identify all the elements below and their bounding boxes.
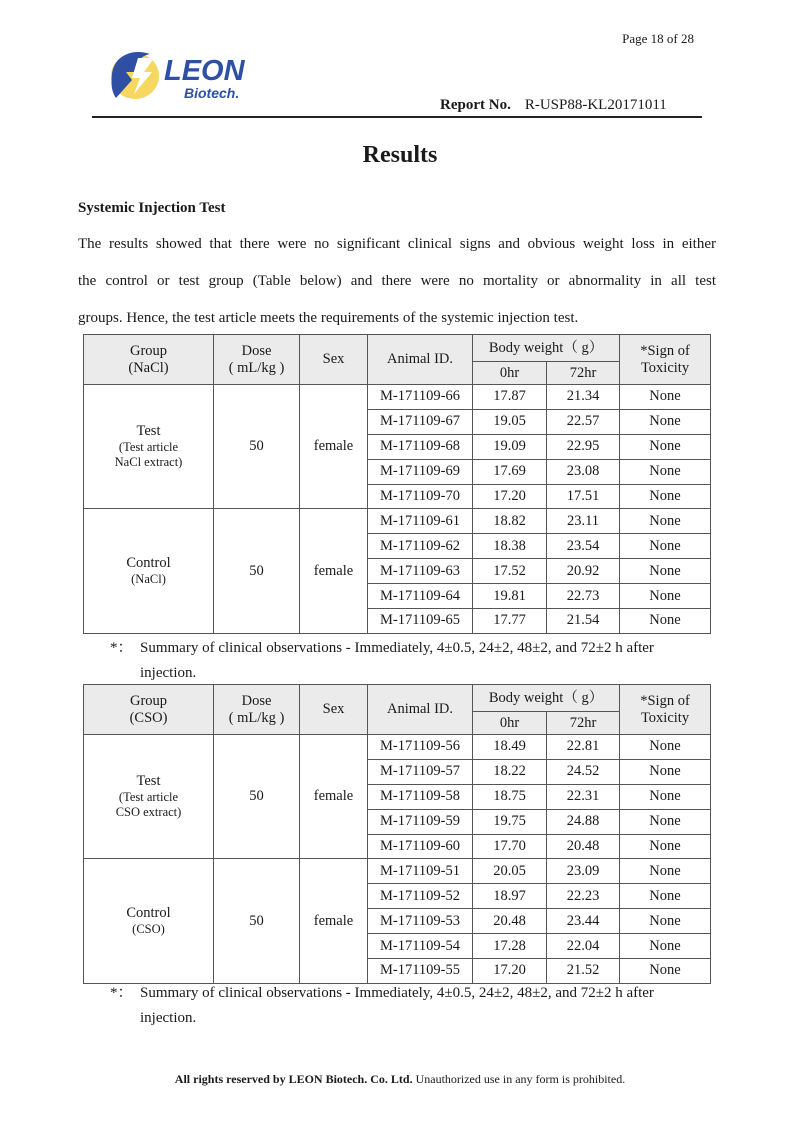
weight-0hr-cell: 17.77: [473, 609, 547, 634]
col-header-0hr: 0hr: [473, 362, 547, 385]
toxicity-cell: None: [620, 484, 711, 509]
col-header-group: Group (NaCl): [84, 335, 214, 385]
footnote-text-cont: injection.: [140, 1010, 197, 1026]
weight-72hr-cell: 22.04: [547, 934, 620, 959]
col-header-body-weight: Body weight（ g）: [473, 685, 620, 712]
animal-id-cell: M-171109-51: [368, 859, 473, 884]
col-header-dose: Dose ( mL/kg ): [214, 335, 300, 385]
weight-0hr-cell: 18.97: [473, 884, 547, 909]
header-rule: [92, 116, 702, 118]
weight-72hr-cell: 21.34: [547, 385, 620, 410]
animal-id-cell: M-171109-67: [368, 409, 473, 434]
footnote-marker: *：: [110, 985, 133, 1001]
toxicity-cell: None: [620, 809, 711, 834]
weight-72hr-cell: 22.57: [547, 409, 620, 434]
weight-0hr-cell: 17.69: [473, 459, 547, 484]
weight-72hr-cell: 23.08: [547, 459, 620, 484]
col-header-sex: Sex: [300, 335, 368, 385]
toxicity-cell: None: [620, 934, 711, 959]
animal-id-cell: M-171109-58: [368, 784, 473, 809]
weight-0hr-cell: 19.81: [473, 584, 547, 609]
col-header-sex: Sex: [300, 685, 368, 735]
toxicity-cell: None: [620, 784, 711, 809]
col-header-72hr: 72hr: [547, 362, 620, 385]
col-header-body-weight: Body weight（ g）: [473, 335, 620, 362]
toxicity-cell: None: [620, 859, 711, 884]
page-number: Page 18 of 28: [622, 31, 694, 46]
animal-id-cell: M-171109-54: [368, 934, 473, 959]
weight-72hr-cell: 23.44: [547, 909, 620, 934]
animal-id-cell: M-171109-70: [368, 484, 473, 509]
table-row: [84, 859, 711, 884]
weight-72hr-cell: 23.54: [547, 534, 620, 559]
footer-bold: All rights reserved by LEON Biotech. Co. Ltd.: [174, 1072, 413, 1086]
weight-72hr-cell: 21.52: [547, 959, 620, 984]
logo-text: LEON: [164, 55, 245, 87]
col-header-dose: Dose ( mL/kg ): [214, 685, 300, 735]
animal-id-cell: M-171109-69: [368, 459, 473, 484]
weight-0hr-cell: 17.20: [473, 484, 547, 509]
col-header-animal-id: Animal ID.: [368, 335, 473, 385]
animal-id-cell: M-171109-55: [368, 959, 473, 984]
animal-id-cell: M-171109-56: [368, 735, 473, 760]
weight-0hr-cell: 17.87: [473, 385, 547, 410]
animal-id-cell: M-171109-65: [368, 609, 473, 634]
group-cell: Test (Test article NaCl extract): [84, 385, 214, 509]
dose-cell: 50: [214, 385, 300, 509]
animal-id-cell: M-171109-66: [368, 385, 473, 410]
toxicity-cell: None: [620, 534, 711, 559]
results-paragraph: [78, 226, 716, 337]
toxicity-cell: None: [620, 385, 711, 410]
col-header-72hr: 72hr: [547, 712, 620, 735]
dose-cell: 50: [214, 735, 300, 859]
toxicity-cell: None: [620, 584, 711, 609]
weight-0hr-cell: 20.48: [473, 909, 547, 934]
weight-72hr-cell: 20.48: [547, 834, 620, 859]
table-footnote: [110, 636, 710, 686]
group-cell: Control (NaCl): [84, 509, 214, 633]
paragraph-line: groups. Hence, the test article meets the requirements of the systemic injection test.: [78, 310, 579, 326]
animal-id-cell: M-171109-53: [368, 909, 473, 934]
footer-rest: Unauthorized use in any form is prohibited.: [412, 1072, 626, 1086]
weight-72hr-cell: 23.11: [547, 509, 620, 534]
weight-0hr-cell: 17.20: [473, 959, 547, 984]
animal-id-cell: M-171109-68: [368, 434, 473, 459]
weight-72hr-cell: 21.54: [547, 609, 620, 634]
group-cell: Test (Test article CSO extract): [84, 735, 214, 859]
toxicity-cell: None: [620, 735, 711, 760]
paragraph-line: the control or test group (Table below) and there were no mortality or abnormality in all test: [78, 273, 716, 289]
results-table: [83, 684, 711, 984]
animal-id-cell: M-171109-63: [368, 559, 473, 584]
paragraph-line: The results showed that there were no significant clinical signs and obvious weight loss in either: [78, 236, 716, 252]
weight-72hr-cell: 24.88: [547, 809, 620, 834]
toxicity-cell: None: [620, 834, 711, 859]
toxicity-cell: None: [620, 409, 711, 434]
page-title: Results: [362, 142, 438, 168]
weight-0hr-cell: 20.05: [473, 859, 547, 884]
section-heading: Systemic Injection Test: [78, 200, 226, 216]
report-value: R-USP88-KL20171011: [524, 97, 667, 113]
weight-0hr-cell: 18.49: [473, 735, 547, 760]
weight-72hr-cell: 23.09: [547, 859, 620, 884]
animal-id-cell: M-171109-64: [368, 584, 473, 609]
logo-subtext: Biotech.: [184, 85, 240, 101]
col-header-sign-of-toxicity: *Sign of Toxicity: [620, 685, 711, 735]
sex-cell: female: [300, 735, 368, 859]
table-row: [84, 385, 711, 410]
dose-cell: 50: [214, 859, 300, 983]
animal-id-cell: M-171109-52: [368, 884, 473, 909]
footnote-text: Summary of clinical observations - Immediately, 4±0.5, 24±2, 48±2, and 72±2 h after: [140, 985, 654, 1001]
table-row: [84, 735, 711, 760]
animal-id-cell: M-171109-62: [368, 534, 473, 559]
weight-72hr-cell: 22.31: [547, 784, 620, 809]
sex-cell: female: [300, 859, 368, 983]
results-table: [83, 334, 711, 634]
toxicity-cell: None: [620, 509, 711, 534]
toxicity-cell: None: [620, 559, 711, 584]
animal-id-cell: M-171109-60: [368, 834, 473, 859]
weight-72hr-cell: 22.95: [547, 434, 620, 459]
weight-72hr-cell: 22.73: [547, 584, 620, 609]
sex-cell: female: [300, 385, 368, 509]
weight-0hr-cell: 17.70: [473, 834, 547, 859]
animal-id-cell: M-171109-57: [368, 759, 473, 784]
footnote-text: Summary of clinical observations - Immediately, 4±0.5, 24±2, 48±2, and 72±2 h after: [140, 640, 654, 656]
toxicity-cell: None: [620, 459, 711, 484]
footer: [0, 1072, 800, 1087]
weight-0hr-cell: 19.09: [473, 434, 547, 459]
report-number: [440, 97, 667, 114]
toxicity-cell: None: [620, 959, 711, 984]
animal-id-cell: M-171109-61: [368, 509, 473, 534]
weight-0hr-cell: 19.05: [473, 409, 547, 434]
footnote-marker: *：: [110, 640, 133, 656]
table-footnote: [110, 981, 710, 1031]
toxicity-cell: None: [620, 884, 711, 909]
dose-cell: 50: [214, 509, 300, 633]
col-header-sign-of-toxicity: *Sign of Toxicity: [620, 335, 711, 385]
toxicity-cell: None: [620, 909, 711, 934]
weight-72hr-cell: 20.92: [547, 559, 620, 584]
sex-cell: female: [300, 509, 368, 633]
table-row: [84, 509, 711, 534]
toxicity-cell: None: [620, 759, 711, 784]
group-cell: Control (CSO): [84, 859, 214, 983]
weight-0hr-cell: 18.38: [473, 534, 547, 559]
toxicity-cell: None: [620, 434, 711, 459]
weight-72hr-cell: 24.52: [547, 759, 620, 784]
footnote-text-cont: injection.: [140, 665, 197, 681]
toxicity-cell: None: [620, 609, 711, 634]
weight-0hr-cell: 18.82: [473, 509, 547, 534]
weight-0hr-cell: 17.52: [473, 559, 547, 584]
weight-72hr-cell: 22.81: [547, 735, 620, 760]
animal-id-cell: M-171109-59: [368, 809, 473, 834]
report-label: Report No.: [440, 97, 511, 113]
weight-0hr-cell: 17.28: [473, 934, 547, 959]
weight-72hr-cell: 17.51: [547, 484, 620, 509]
weight-72hr-cell: 22.23: [547, 884, 620, 909]
weight-0hr-cell: 18.75: [473, 784, 547, 809]
weight-0hr-cell: 18.22: [473, 759, 547, 784]
leon-biotech-logo: [110, 46, 270, 106]
weight-0hr-cell: 19.75: [473, 809, 547, 834]
col-header-0hr: 0hr: [473, 712, 547, 735]
col-header-group: Group (CSO): [84, 685, 214, 735]
col-header-animal-id: Animal ID.: [368, 685, 473, 735]
